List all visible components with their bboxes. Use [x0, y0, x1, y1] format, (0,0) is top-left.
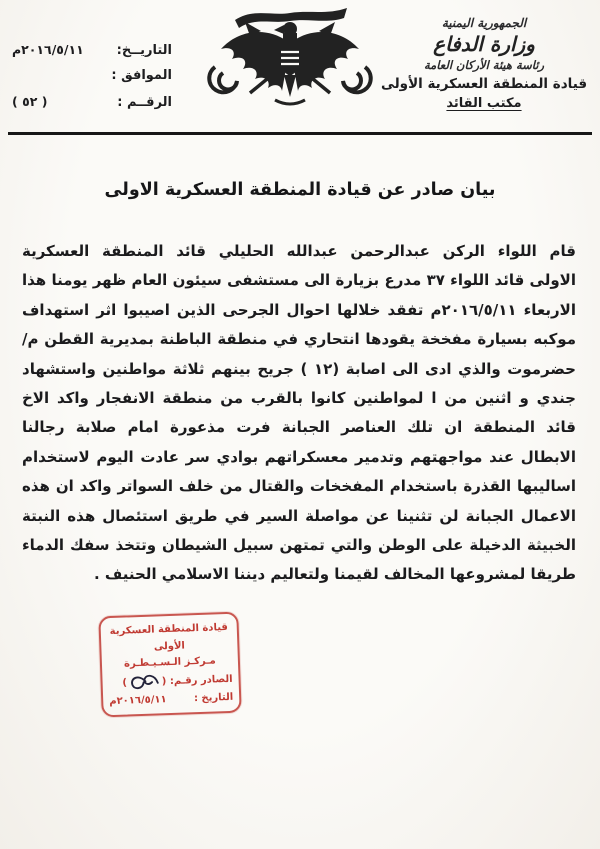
number-label: الرقــم :	[117, 95, 172, 110]
stamp-issue-label: الصادر رقـم: ( )	[122, 673, 233, 689]
stamp-date-label: التاريخ :	[193, 691, 234, 704]
handwritten-number-scribble	[126, 670, 161, 699]
header-divider	[8, 132, 592, 135]
statement-line: الاولى قائد اللواء ٣٧ مدرع بزيارة الى مستشفى سيئون العام ظهر يومنا هذا	[22, 271, 576, 290]
statement-line: الاربعاء ٢٠١٦/٥/١١م تفقد خلالها احوال الجرحى الذين اصيبوا اثر استهداف	[22, 300, 576, 319]
ministry-name: وزارة الدفاع	[433, 32, 535, 56]
statement-title: بيان صادر عن قيادة المنطقة العسكرية الاولى	[104, 180, 496, 200]
general-staff-line: رئاسة هيئة الأركان العامة	[423, 58, 545, 72]
statement-line: طريقا لمشروعها المخالف لقيمنا ولتعاليم ديننا الاسلامي الحنيف .	[93, 565, 576, 584]
statement-body	[22, 237, 576, 590]
stamp-control-center-line: مـركـز الـسـيـطـرة	[123, 655, 216, 670]
date-label: التاريــخ:	[116, 43, 172, 58]
date-value: ٢٠١٦/٥/١١م	[12, 42, 84, 57]
stamp-date-value: ٢٠١٦/٥/١١م	[109, 693, 167, 707]
region-command-line: قيادة المنطقة العسكرية الأولى	[380, 76, 588, 93]
matching-label: الموافق :	[111, 68, 172, 83]
statement-line: الابطال عند مواجهتهم وتدمير معسكراتهم بوادي سر عادت اليوم لاستخدام	[22, 447, 576, 466]
official-stamp	[98, 612, 241, 717]
yemen-emblem-icon	[205, 5, 375, 109]
number-value: ( ٥٢ )	[12, 94, 48, 109]
statement-line: جندي و اثنين من ا لمواطنين كانوا بالقرب من منطقة الانفجار واكد الاخ	[22, 389, 576, 408]
statement-line: قام اللواء الركن عبدالرحمن عبدالله الحليلي قائد المنطقة العسكرية	[22, 242, 576, 260]
statement-line: موكبه بسيارة مفخخة يقودها انتحاري في منطقة الباطنة بمديرية القطن م/	[22, 330, 576, 349]
meta-row-number	[12, 94, 172, 120]
stamp-command-line: قيادة المنطقة العسكرية الأولى	[109, 621, 229, 653]
statement-line: قائد المنطقة ان تلك العناصر الجبانة فرت مذعورة امام صلابة رجالنا	[22, 418, 576, 437]
meta-row-matching	[12, 68, 172, 94]
country-name: الجمهورية اليمنية	[441, 16, 527, 30]
statement-line: اساليبها القذرة باستخدام المفخخات والقتال من خلف السواتر واكد ان هذه	[22, 477, 576, 496]
commander-office-line: مكتب القائد	[446, 96, 522, 112]
statement-line: الخبيثة الدخيلة على الوطن والتي تمتهن سبيل الشيطان وتتخذ سفك الدماء	[22, 536, 576, 555]
letterhead-titles	[374, 16, 594, 113]
letterhead-meta	[12, 42, 172, 120]
statement-line: الاعمال الجبانة لن تثنينا عن مواصلة السير في طريق استئصال هذه النبتة	[22, 506, 576, 525]
meta-row-date	[12, 42, 172, 68]
statement-line: حضرموت والذي ادى الى اصابة (١٢ ) جريح بينهم ثلاثة مواطنين واستشهاد	[22, 359, 576, 378]
